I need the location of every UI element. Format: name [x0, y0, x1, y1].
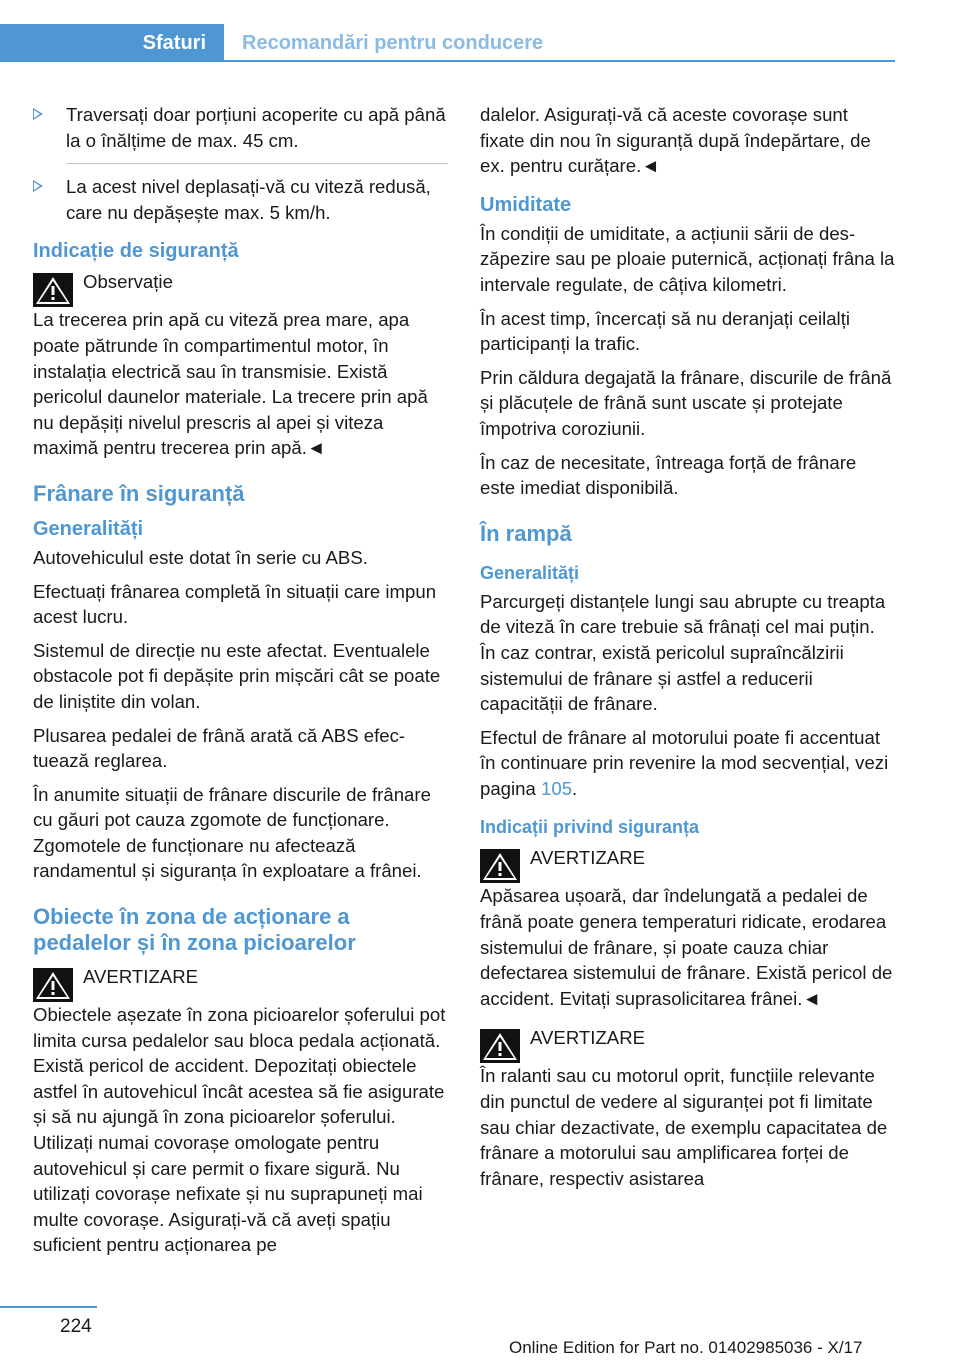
paragraph: În acest timp, încercați să nu deranjați ceilalți participanți la trafic. [480, 307, 850, 355]
warning-text: Apăsarea ușoară, dar îndelungată a pedalei de frână poate genera temperaturi ridicate, erodarea sistemului de frânare, și poate cauza chiar defectarea sistemului de frânare. Există pericol de accident. Evitați suprasolicitarea frânei.◄ [480, 885, 893, 1009]
warning-2 [480, 1025, 895, 1191]
paragraph: Sistemul de direcție nu este afectat. Eventualele obstacole pot fi depășite prin mișcări cât se poate de liniștite din volan. [33, 639, 441, 712]
warning-label: AVERTIZARE [530, 1027, 646, 1049]
warning-triangle-icon [480, 849, 520, 883]
safety-info-heading: Indicații privind siguranța [480, 817, 700, 838]
paragraph: În anumite situații de frânare discurile de frânare cu găuri pot cauza zgomote de funcționare. Zgomotele de funcționare nu afectează randamentul și siguranța în exploatare a frânei. [33, 783, 431, 882]
footer-rule [0, 1306, 97, 1308]
paragraph: Prin căldura degajată la frânare, discurile de frână și plăcuțele de frână sunt uscate și protejate împotriva coroziunii. [480, 366, 892, 439]
warning-text: În ralanti sau cu motorul oprit, funcțiile relevante din punctul de vedere al siguranței pot fi limitate sau chiar dezactivate, de exemplu capacitatea de frânare a motorului sau amplificarea forței de frânare, respectiv asistarea [480, 1065, 888, 1189]
humidity-heading: Umiditate [480, 193, 572, 216]
ramp-general-heading: Generalități [480, 562, 580, 583]
general-heading: Generalități [33, 517, 144, 540]
page-link[interactable]: 105 [541, 777, 573, 799]
warning-1 [480, 845, 895, 1011]
list-item: La acest nivel deplasați-vă cu viteză redusă, care nu depășește max. 5 km/h. [33, 174, 448, 225]
warning-triangle-icon [33, 273, 73, 307]
warning-text: Obiectele așezate în zona picioarelor șoferului pot limita cursa pedalelor sau bloca pedala acționată. Există pericol de accident. Depozitați obiectele astfel în autovehicul încât acestea să fie asigurate și să nu ajungă în zona picioarelor șoferului. Utilizați numai covorașe omologate pentru autovehicul și care permit o fixare sigură. Nu utilizați covorașe nefixate și nu suprapuneți mai multe covorașe. Asigurați-vă că aveți spațiu suficient pentru acționarea pe [33, 1004, 446, 1256]
paragraph: Plusarea pedalei de frână arată că ABS efectuează reglarea. [33, 724, 406, 772]
paragraph: Autovehiculul este dotat în serie cu ABS. [33, 546, 368, 568]
triangle-bullet-icon [33, 108, 43, 120]
warning-triangle-icon [33, 968, 73, 1002]
tab-sfaturi [0, 24, 224, 62]
warning-triangle-icon [480, 1029, 520, 1063]
tab-recomandari [242, 24, 543, 62]
edition-text: Online Edition for Part no. 01402985036 - X/17 [509, 1338, 863, 1357]
triangle-bullet-icon [33, 180, 43, 192]
page-number: 224 [60, 1316, 92, 1337]
header-rule [0, 60, 895, 62]
ramp-heading: În rampă [480, 520, 572, 546]
notice-text: La trecerea prin apă cu viteză prea mare, apa poate pătrunde în compartimentul motor, în instalația electrică sau în transmisie. Există pericolul daunelor materiale. La trecere prin apă nu depășiți nivelul prescris al apei și viteza maximă pentru trecerea prin apă.◄ [33, 309, 428, 459]
warning-label: AVERTIZARE [530, 847, 646, 869]
braking-heading: Frânare în siguranță [33, 480, 245, 506]
objects-heading: Obiecte în zona de acționare a pedalelor și în zona picioarelor [33, 904, 356, 956]
objects-warning [33, 964, 448, 1258]
safety-notice [33, 269, 448, 461]
paragraph: dalelor. Asigurați-vă că aceste covorașe sunt fixate din nou în siguranță după îndepărtare, de ex. pentru curățare.◄ [480, 104, 871, 177]
paragraph: Parcurgeți distanțele lungi sau abrupte cu treapta de viteză în care trebuie să frânați cel mai puțin. În caz contrar, există pericolul supraîncălzirii sistemului de frânare și astfel a reducerii capacității de frânare. [480, 590, 886, 715]
right-column [480, 102, 895, 1199]
warning-label: AVERTIZARE [83, 966, 199, 988]
paragraph: În caz de necesitate, întreaga forță de frânare este imediat disponibilă. [480, 451, 857, 499]
tab-recomandari-label: Recomandări pentru conducere [242, 31, 544, 54]
list-item: Traversați doar porțiuni acoperite cu apă până la o înălțime de max. 45 cm. [33, 102, 448, 153]
safety-heading: Indicație de siguranță [33, 240, 239, 263]
tab-sfaturi-label: Sfaturi [142, 31, 206, 54]
notice-label: Observație [83, 271, 173, 293]
paragraph: Efectuați frânarea completă în situații care impun acest lucru. [33, 580, 437, 628]
paragraph: Efectul de frânare al motorului poate fi accentuat în continuare prin revenire la mod secvențial, vezi pagina 105. [480, 726, 889, 799]
list-divider [66, 163, 448, 164]
left-column [33, 102, 448, 1266]
paragraph: În condiții de umiditate, a acțiunii sării de deszăpezire sau pe ploaie puternică, acționați frâna la intervale regulate, de câțiva kilometri. [480, 222, 895, 295]
